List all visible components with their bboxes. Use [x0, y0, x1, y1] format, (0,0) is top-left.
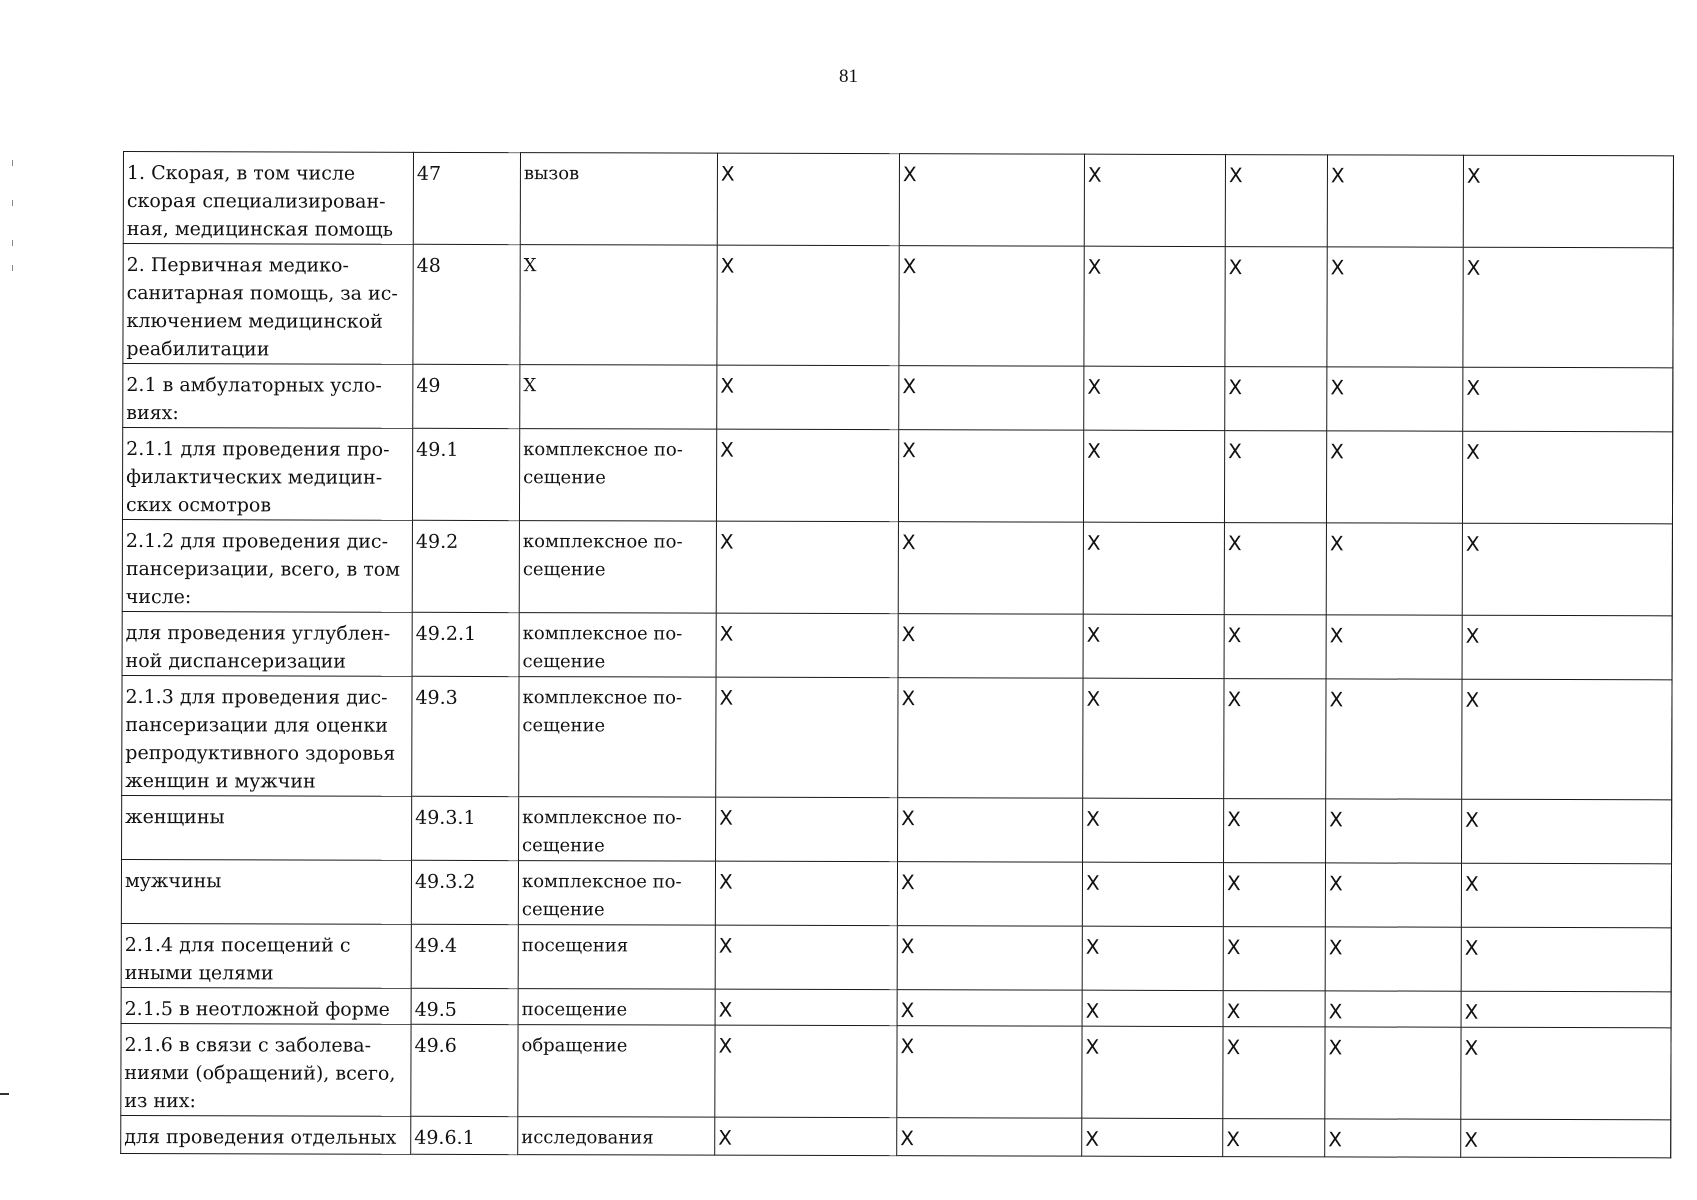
row-value-cell: X	[1225, 247, 1327, 367]
row-value-cell: X	[1082, 990, 1223, 1026]
row-name-cell: для проведения отдельных	[121, 1115, 411, 1154]
row-name-cell: мужчины	[121, 859, 411, 924]
row-value-cell: X	[1083, 798, 1224, 862]
row-line-number-cell: 49.2	[412, 520, 519, 612]
row-unit-cell: обращение	[518, 1025, 715, 1118]
row-value-cell: X	[1223, 863, 1325, 927]
row-value-cell: X	[1082, 926, 1223, 990]
row-value-cell: X	[897, 990, 1082, 1027]
row-line-number-cell: 49	[413, 364, 520, 428]
row-value-cell: X	[897, 1118, 1082, 1157]
margin-tick	[12, 160, 13, 166]
row-value-cell: X	[899, 154, 1084, 247]
table-row	[121, 987, 1671, 1027]
row-name-cell: 1. Скорая, в том числе скорая специализирован-ная, медицинская помощь	[123, 152, 413, 245]
row-value-cell: X	[1224, 523, 1326, 615]
row-value-cell: X	[1224, 799, 1326, 863]
row-unit-cell: X	[520, 365, 717, 430]
row-value-cell: X	[1462, 523, 1672, 616]
row-value-cell: X	[898, 678, 1083, 799]
row-value-cell: X	[716, 613, 898, 678]
row-name-cell: 2.1.5 в неотложной форме	[121, 987, 411, 1024]
row-line-number-cell: 49.3.2	[411, 860, 518, 924]
row-unit-cell: комплексное по-сещение	[519, 521, 716, 614]
row-value-cell: X	[1327, 367, 1463, 431]
row-value-cell	[1461, 1027, 1671, 1120]
margin-tick	[12, 240, 13, 246]
row-unit-cell: комплексное по-сещение	[519, 797, 716, 862]
row-value-cell: X	[1325, 1027, 1461, 1119]
row-value-cell: X	[1461, 991, 1671, 1028]
row-value-cell: X	[1325, 991, 1461, 1027]
row-value-cell: X	[1325, 927, 1461, 991]
row-value-cell: X	[897, 926, 1082, 991]
row-unit-cell: посещения	[518, 925, 715, 990]
row-value-cell: X	[1326, 431, 1462, 523]
row-value-cell	[1463, 247, 1673, 368]
row-value-cell: X	[716, 797, 898, 862]
row-value-cell	[1462, 431, 1672, 524]
row-value-cell: X	[1083, 522, 1224, 614]
row-line-number-cell: 48	[413, 244, 520, 364]
row-value-cell: X	[1327, 155, 1463, 247]
table-row	[123, 244, 1673, 368]
table-row	[121, 1023, 1671, 1119]
row-value-cell: X	[1463, 367, 1673, 432]
row-value-cell: X	[1224, 679, 1326, 799]
row-value-cell: X	[1325, 863, 1461, 927]
row-value-cell: X	[899, 246, 1084, 367]
row-value-cell: X	[1083, 430, 1224, 522]
row-value-cell	[1461, 927, 1671, 992]
row-value-cell: X	[1223, 1027, 1325, 1119]
row-value-cell: X	[1326, 523, 1462, 615]
table-row	[123, 152, 1673, 248]
row-value-cell: X	[1225, 155, 1327, 247]
row-value-cell: X	[1461, 863, 1671, 928]
page-number: 81	[839, 66, 858, 87]
row-value-cell: X	[716, 521, 898, 614]
row-unit-cell: исследования	[518, 1117, 715, 1156]
row-name-cell: 2.1.6 в связи с заболева-ниями (обращений), всего, из них:	[121, 1023, 411, 1116]
row-value-cell: X	[1463, 155, 1673, 248]
row-name-cell: женщины	[122, 795, 412, 860]
row-name-cell: 2.1.3 для проведения дис-пансеризации для оценки репродуктивного здоровья женщин и мужчин	[122, 675, 412, 796]
table-body	[121, 152, 1674, 1158]
row-line-number-cell: 49.3	[412, 676, 519, 796]
row-value-cell: X	[1224, 615, 1326, 679]
table-row	[122, 519, 1672, 615]
row-value-cell: X	[1084, 154, 1225, 246]
row-value-cell: X	[1327, 247, 1463, 367]
row-value-cell: X	[1326, 799, 1462, 863]
row-unit-cell: комплексное по-сещение	[519, 677, 716, 798]
row-name-cell: 2.1 в амбулаторных усло-виях:	[123, 364, 413, 429]
row-value-cell: X	[1082, 1026, 1223, 1118]
row-value-cell: X	[715, 925, 897, 990]
table-row	[123, 364, 1673, 432]
table-row	[121, 1115, 1671, 1157]
row-value-cell: X	[1461, 1119, 1671, 1158]
row-name-cell: 2.1.4 для посещений с иными целями	[121, 923, 411, 988]
row-value-cell: X	[899, 366, 1084, 431]
row-value-cell: X	[1082, 1118, 1223, 1156]
row-value-cell: X	[715, 989, 897, 1026]
margin-mark	[0, 1093, 9, 1095]
row-value-cell: X	[1326, 679, 1462, 799]
data-table	[120, 151, 1674, 1158]
row-value-cell	[1462, 615, 1672, 680]
table-row	[122, 795, 1672, 863]
row-value-cell: X	[1084, 246, 1225, 366]
row-value-cell: X	[898, 614, 1083, 679]
table-row	[122, 611, 1672, 679]
row-value-cell: X	[1223, 991, 1325, 1027]
row-line-number-cell: 49.1	[412, 428, 519, 520]
row-name-cell: для проведения углублен-ной диспансеризации	[122, 611, 412, 676]
row-line-number-cell: 49.3.1	[412, 796, 519, 860]
table-row	[121, 923, 1671, 991]
table-row	[122, 675, 1672, 799]
row-value-cell: X	[716, 429, 898, 522]
row-value-cell	[1462, 799, 1672, 864]
row-value-cell: X	[897, 1026, 1082, 1119]
row-line-number-cell: 47	[413, 152, 520, 244]
row-line-number-cell: 49.2.1	[412, 612, 519, 676]
table-row	[121, 859, 1671, 927]
margin-tick	[12, 200, 13, 206]
row-line-number-cell: 49.6	[411, 1024, 518, 1116]
row-value-cell: X	[898, 522, 1083, 615]
row-value-cell: X	[1083, 614, 1224, 678]
row-value-cell: X	[1223, 927, 1325, 991]
row-value-cell: X	[1224, 431, 1326, 523]
row-value-cell: X	[1326, 615, 1462, 679]
row-value-cell: X	[898, 798, 1083, 863]
row-value-cell: X	[715, 1025, 897, 1118]
row-value-cell: X	[715, 1117, 897, 1156]
row-value-cell: X	[1223, 1119, 1325, 1157]
row-line-number-cell: 49.6.1	[411, 1116, 518, 1154]
row-name-cell: 2.1.2 для проведения дис-пансеризации, всего, в том числе:	[122, 519, 412, 612]
row-value-cell: X	[717, 153, 899, 246]
row-line-number-cell: 49.5	[411, 988, 518, 1024]
row-unit-cell: комплексное по-сещение	[519, 613, 716, 678]
margin-tick	[12, 265, 13, 271]
row-value-cell: X	[1083, 678, 1224, 798]
row-unit-cell: комплексное по-сещение	[518, 861, 715, 926]
row-name-cell: 2. Первичная медико-санитарная помощь, за ис-ключением медицинской реабилитации	[123, 244, 413, 365]
row-unit-cell: X	[520, 245, 717, 366]
row-value-cell: X	[1084, 366, 1225, 430]
row-value-cell: X	[715, 861, 897, 926]
row-value-cell: X	[1082, 862, 1223, 926]
row-name-cell: 2.1.1 для проведения про-филактических медицин-ских осмотров	[122, 428, 412, 521]
row-value-cell: X	[717, 365, 899, 430]
row-value-cell: X	[716, 677, 898, 798]
row-unit-cell: вызов	[520, 153, 717, 246]
row-value-cell: X	[1462, 679, 1672, 800]
row-value-cell: X	[1325, 1119, 1461, 1157]
table-row	[122, 428, 1672, 524]
row-line-number-cell: 49.4	[411, 924, 518, 988]
row-value-cell: X	[898, 430, 1083, 523]
row-value-cell: X	[897, 862, 1082, 927]
row-value-cell: X	[717, 245, 899, 366]
row-unit-cell: комплексное по-сещение	[519, 429, 716, 522]
row-unit-cell: посещение	[518, 989, 715, 1026]
row-value-cell: X	[1225, 367, 1327, 431]
